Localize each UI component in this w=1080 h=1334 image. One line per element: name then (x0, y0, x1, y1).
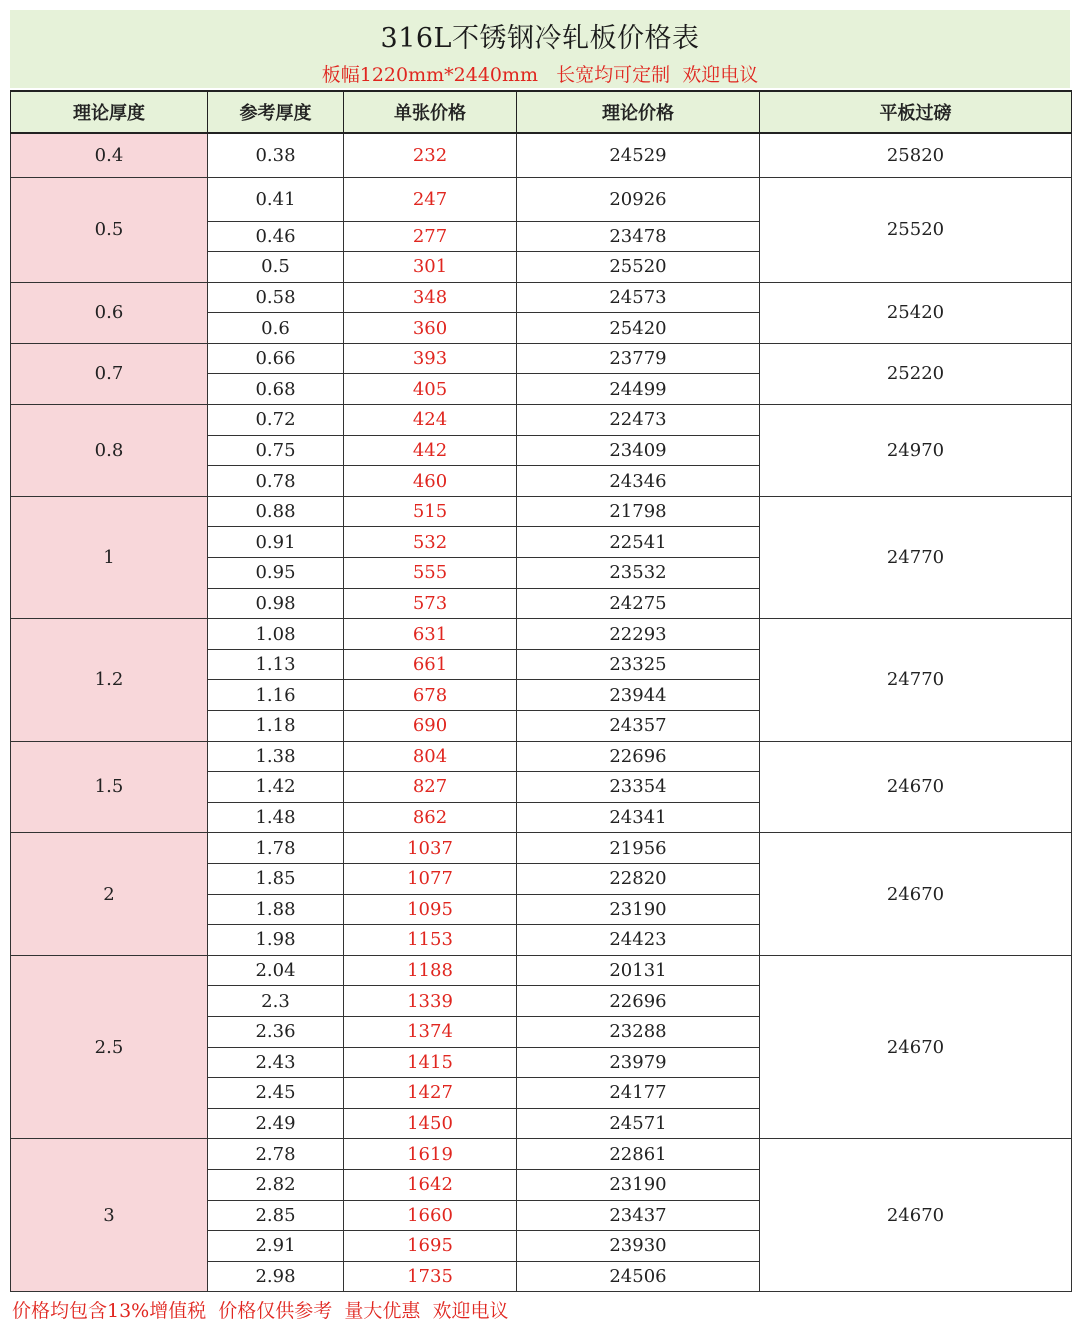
reference-thickness-cell: 2.98 (208, 1261, 344, 1292)
title-banner (10, 10, 1070, 88)
column-header-sheet-price: 单张价格 (344, 91, 517, 133)
column-header-reference-thickness: 参考厚度 (208, 91, 344, 133)
theory-price-cell: 21798 (517, 496, 760, 527)
reference-thickness-cell: 1.16 (208, 680, 344, 711)
reference-thickness-cell: 1.85 (208, 863, 344, 894)
sheet-price-cell: 555 (344, 558, 517, 589)
reference-thickness-cell: 1.48 (208, 802, 344, 833)
reference-thickness-cell: 0.91 (208, 527, 344, 558)
theory-price-cell: 23354 (517, 772, 760, 803)
theory-thickness-cell: 0.5 (11, 177, 208, 282)
sheet-price-cell: 515 (344, 496, 517, 527)
reference-thickness-cell: 0.95 (208, 558, 344, 589)
reference-thickness-cell: 2.36 (208, 1016, 344, 1047)
theory-price-cell: 24423 (517, 925, 760, 956)
table-row (11, 282, 1072, 313)
table-row (11, 955, 1072, 986)
sheet-price-cell: 862 (344, 802, 517, 833)
sheet-price-cell: 1077 (344, 863, 517, 894)
weigh-price-cell: 24770 (760, 496, 1072, 618)
sheet-price-cell: 532 (344, 527, 517, 558)
reference-thickness-cell: 0.72 (208, 405, 344, 436)
reference-thickness-cell: 1.88 (208, 894, 344, 925)
weigh-price-cell: 24970 (760, 405, 1072, 497)
sheet-price-cell: 1427 (344, 1078, 517, 1109)
sheet-price-cell: 1153 (344, 925, 517, 956)
theory-price-cell: 22473 (517, 405, 760, 436)
theory-price-cell: 25420 (517, 313, 760, 344)
reference-thickness-cell: 2.82 (208, 1169, 344, 1200)
page-subtitle: 板幅1220mm*2440mm 长宽均可定制 欢迎电议 (321, 64, 759, 86)
theory-price-cell: 23779 (517, 343, 760, 374)
reference-thickness-cell: 2.43 (208, 1047, 344, 1078)
column-header-theory-thickness: 理论厚度 (11, 91, 208, 133)
reference-thickness-cell: 1.42 (208, 772, 344, 803)
reference-thickness-cell: 0.66 (208, 343, 344, 374)
theory-price-cell: 24346 (517, 466, 760, 497)
sheet-price-cell: 247 (344, 177, 517, 221)
theory-thickness-cell: 1.5 (11, 741, 208, 833)
reference-thickness-cell: 2.04 (208, 955, 344, 986)
sheet-price-cell: 1660 (344, 1200, 517, 1231)
theory-price-cell: 23944 (517, 680, 760, 711)
reference-thickness-cell: 2.85 (208, 1200, 344, 1231)
theory-price-cell: 22541 (517, 527, 760, 558)
weigh-price-cell: 24670 (760, 1139, 1072, 1292)
theory-thickness-cell: 0.6 (11, 282, 208, 343)
sheet-price-cell: 442 (344, 435, 517, 466)
weigh-price-cell: 25820 (760, 133, 1072, 177)
reference-thickness-cell: 2.78 (208, 1139, 344, 1170)
theory-price-cell: 23979 (517, 1047, 760, 1078)
sheet-price-cell: 460 (344, 466, 517, 497)
sheet-price-cell: 1619 (344, 1139, 517, 1170)
column-header-theory-price: 理论价格 (517, 91, 760, 133)
page-title: 316L不锈钢冷轧板价格表 (380, 23, 700, 54)
sheet-price-cell: 1374 (344, 1016, 517, 1047)
theory-price-cell: 25520 (517, 252, 760, 283)
sheet-price-cell: 301 (344, 252, 517, 283)
sheet-price-cell: 678 (344, 680, 517, 711)
weigh-price-cell: 25420 (760, 282, 1072, 343)
theory-price-cell: 22861 (517, 1139, 760, 1170)
sheet-price-cell: 277 (344, 221, 517, 252)
theory-thickness-cell: 2 (11, 833, 208, 955)
theory-price-cell: 24506 (517, 1261, 760, 1292)
theory-price-cell: 23437 (517, 1200, 760, 1231)
theory-price-cell: 23190 (517, 1169, 760, 1200)
reference-thickness-cell: 2.49 (208, 1108, 344, 1139)
theory-price-cell: 23930 (517, 1231, 760, 1262)
reference-thickness-cell: 1.98 (208, 925, 344, 956)
table-row (11, 619, 1072, 650)
theory-price-cell: 23325 (517, 649, 760, 680)
reference-thickness-cell: 1.08 (208, 619, 344, 650)
sheet-price-cell: 232 (344, 133, 517, 177)
sheet-price-cell: 804 (344, 741, 517, 772)
sheet-price-cell: 690 (344, 711, 517, 742)
theory-price-cell: 20131 (517, 955, 760, 986)
theory-price-cell: 23478 (517, 221, 760, 252)
sheet-price-cell: 573 (344, 588, 517, 619)
reference-thickness-cell: 0.98 (208, 588, 344, 619)
column-header-weigh-price: 平板过磅 (760, 91, 1072, 133)
sheet-price-cell: 1037 (344, 833, 517, 864)
reference-thickness-cell: 2.45 (208, 1078, 344, 1109)
theory-thickness-cell: 2.5 (11, 955, 208, 1139)
table-row (11, 1139, 1072, 1170)
weigh-price-cell: 25520 (760, 177, 1072, 282)
theory-price-cell: 22820 (517, 863, 760, 894)
sheet-price-cell: 1095 (344, 894, 517, 925)
theory-price-cell: 22696 (517, 741, 760, 772)
theory-price-cell: 24177 (517, 1078, 760, 1109)
table-row (11, 177, 1072, 221)
sheet-price-cell: 405 (344, 374, 517, 405)
theory-price-cell: 24341 (517, 802, 760, 833)
sheet-price-cell: 631 (344, 619, 517, 650)
reference-thickness-cell: 0.6 (208, 313, 344, 344)
theory-thickness-cell: 0.7 (11, 343, 208, 404)
sheet-price-cell: 1415 (344, 1047, 517, 1078)
reference-thickness-cell: 0.46 (208, 221, 344, 252)
reference-thickness-cell: 0.38 (208, 133, 344, 177)
reference-thickness-cell: 0.75 (208, 435, 344, 466)
table-row (11, 496, 1072, 527)
theory-price-cell: 20926 (517, 177, 760, 221)
theory-price-cell: 21956 (517, 833, 760, 864)
table-row (11, 343, 1072, 374)
weigh-price-cell: 24770 (760, 619, 1072, 741)
theory-price-cell: 23409 (517, 435, 760, 466)
table-row (11, 833, 1072, 864)
theory-thickness-cell: 1.2 (11, 619, 208, 741)
sheet-price-cell: 393 (344, 343, 517, 374)
theory-thickness-cell: 1 (11, 496, 208, 618)
table-row (11, 405, 1072, 436)
reference-thickness-cell: 1.13 (208, 649, 344, 680)
reference-thickness-cell: 1.18 (208, 711, 344, 742)
theory-price-cell: 24529 (517, 133, 760, 177)
theory-price-cell: 22696 (517, 986, 760, 1017)
theory-price-cell: 23190 (517, 894, 760, 925)
reference-thickness-cell: 1.78 (208, 833, 344, 864)
theory-price-cell: 22293 (517, 619, 760, 650)
sheet-price-cell: 1188 (344, 955, 517, 986)
reference-thickness-cell: 1.38 (208, 741, 344, 772)
table-header-row (11, 91, 1072, 133)
theory-thickness-cell: 0.4 (11, 133, 208, 177)
reference-thickness-cell: 2.91 (208, 1231, 344, 1262)
sheet-price-cell: 360 (344, 313, 517, 344)
weigh-price-cell: 24670 (760, 741, 1072, 833)
reference-thickness-cell: 0.5 (208, 252, 344, 283)
weigh-price-cell: 25220 (760, 343, 1072, 404)
theory-price-cell: 24571 (517, 1108, 760, 1139)
sheet-price-cell: 1735 (344, 1261, 517, 1292)
theory-price-cell: 23532 (517, 558, 760, 589)
footer-note: 价格均包含13%增值税 价格仅供参考 量大优惠 欢迎电议 (12, 1300, 509, 1322)
sheet-price-cell: 1450 (344, 1108, 517, 1139)
table-row (11, 133, 1072, 177)
table-row (11, 741, 1072, 772)
sheet-price-cell: 348 (344, 282, 517, 313)
weigh-price-cell: 24670 (760, 955, 1072, 1139)
reference-thickness-cell: 0.41 (208, 177, 344, 221)
sheet-price-cell: 424 (344, 405, 517, 436)
theory-price-cell: 24573 (517, 282, 760, 313)
reference-thickness-cell: 2.3 (208, 986, 344, 1017)
reference-thickness-cell: 0.58 (208, 282, 344, 313)
theory-price-cell: 24499 (517, 374, 760, 405)
theory-price-cell: 23288 (517, 1016, 760, 1047)
theory-thickness-cell: 3 (11, 1139, 208, 1292)
sheet-price-cell: 1695 (344, 1231, 517, 1262)
sheet-price-cell: 827 (344, 772, 517, 803)
reference-thickness-cell: 0.68 (208, 374, 344, 405)
theory-thickness-cell: 0.8 (11, 405, 208, 497)
sheet-price-cell: 661 (344, 649, 517, 680)
table-body (11, 133, 1072, 1292)
theory-price-cell: 24357 (517, 711, 760, 742)
weigh-price-cell: 24670 (760, 833, 1072, 955)
theory-price-cell: 24275 (517, 588, 760, 619)
sheet-price-cell: 1642 (344, 1169, 517, 1200)
reference-thickness-cell: 0.78 (208, 466, 344, 497)
reference-thickness-cell: 0.88 (208, 496, 344, 527)
sheet-price-cell: 1339 (344, 986, 517, 1017)
price-table (10, 90, 1072, 1292)
